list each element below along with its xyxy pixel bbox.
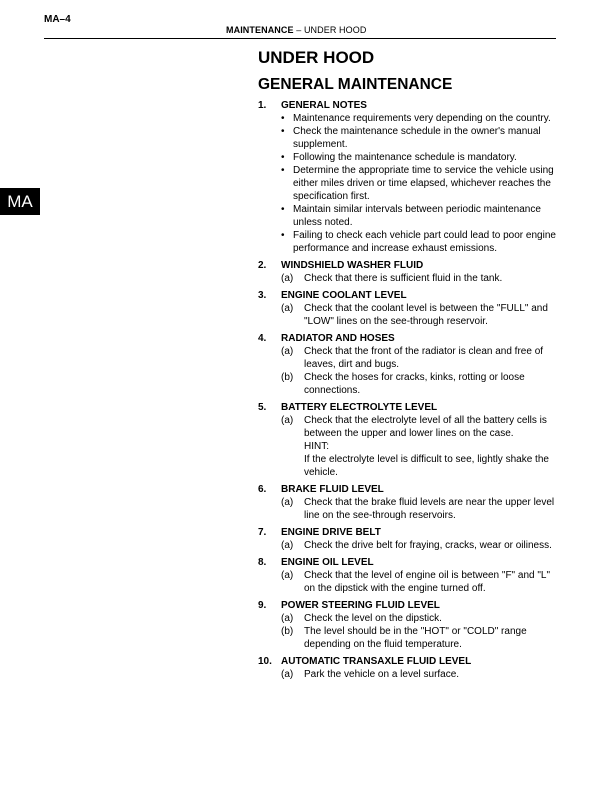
section-10 (258, 655, 558, 681)
step-item (281, 569, 558, 595)
item-text (304, 414, 558, 479)
section-heading (258, 99, 558, 112)
section-5 (258, 401, 558, 479)
header-subsection: UNDER HOOD (303, 25, 367, 35)
item-text (304, 569, 558, 595)
section-heading (258, 526, 558, 539)
item-text (304, 371, 558, 397)
item-text (293, 164, 558, 203)
header-section: MAINTENANCE (226, 25, 294, 35)
item-text (293, 125, 558, 151)
item-line: Check the hoses for cracks, kinks, rotting or loose connections. (304, 372, 525, 396)
item-line: Maintenance requirements very depending on the country. (293, 113, 551, 124)
section-number: 7. (258, 527, 267, 538)
section-number: 3. (258, 290, 267, 301)
bullet-marker: • (281, 204, 285, 215)
item-line: Check the level on the dipstick. (304, 613, 442, 624)
section-number: 10. (258, 656, 272, 667)
step-marker: (a) (281, 669, 294, 680)
item-text (304, 668, 459, 681)
step-marker: (a) (281, 415, 294, 426)
section-items (281, 112, 558, 255)
step-marker: (a) (281, 613, 294, 624)
bullet-marker: • (281, 165, 285, 176)
section-9 (258, 599, 558, 651)
section-heading (258, 289, 558, 302)
section-title: GENERAL NOTES (281, 100, 367, 111)
item-line: Check the drive belt for fraying, cracks, wear or oiliness. (304, 540, 552, 551)
bullet-marker: • (281, 113, 285, 124)
step-item (281, 539, 558, 552)
section-2 (258, 259, 558, 285)
section-heading (258, 599, 558, 612)
section-tab: MA (0, 188, 40, 215)
item-text (293, 203, 558, 229)
step-item (281, 302, 558, 328)
item-line: Check that the level of engine oil is between "F" and "L" on the dipstick with the engine turned off. (304, 570, 551, 594)
section-heading (258, 556, 558, 569)
item-text (304, 539, 552, 552)
main-content (258, 44, 558, 685)
section-heading (258, 483, 558, 496)
item-line: Park the vehicle on a level surface. (304, 669, 460, 680)
item-line: Determine the appropriate time to service the vehicle using either miles driven or time elapsed, whichever reaches the specification first. (293, 165, 554, 202)
section-items (281, 668, 558, 681)
step-marker: (a) (281, 497, 294, 508)
section-heading (258, 332, 558, 345)
section-heading (258, 655, 558, 668)
section-items (281, 414, 558, 479)
item-text (304, 612, 442, 625)
item-line: Check that the brake fluid levels are near the upper level line on the see-through reservoirs. (304, 497, 555, 521)
section-number: 1. (258, 100, 267, 111)
item-line: The level should be in the "HOT" or "COLD" range depending on the fluid temperature. (304, 626, 527, 650)
step-item (281, 612, 558, 625)
section-3 (258, 289, 558, 328)
step-marker: (a) (281, 303, 294, 314)
item-line: Check that the front of the radiator is clean and free of leaves, dirt and bugs. (304, 346, 544, 370)
section-number: 4. (258, 333, 267, 344)
page-subtitle: GENERAL MAINTENANCE (258, 76, 453, 93)
item-line: Following the maintenance schedule is mandatory. (293, 152, 517, 163)
bullet-item (281, 112, 558, 125)
section-7 (258, 526, 558, 552)
step-item (281, 625, 558, 651)
item-line: HINT: (304, 441, 329, 452)
header-rule (44, 38, 556, 39)
section-4 (258, 332, 558, 397)
item-line: Check the maintenance schedule in the owner's manual supplement. (293, 126, 541, 150)
page-title: UNDER HOOD (258, 48, 375, 67)
item-text (304, 345, 558, 371)
section-heading (258, 259, 558, 272)
bullet-marker: • (281, 230, 285, 241)
section-items (281, 612, 558, 651)
section-items (281, 302, 558, 328)
item-line: If the electrolyte level is difficult to see, lightly shake the vehicle. (304, 454, 549, 478)
step-item (281, 345, 558, 371)
section-number: 6. (258, 484, 267, 495)
item-line: Check that there is sufficient fluid in the tank. (304, 273, 503, 284)
section-title: ENGINE COOLANT LEVEL (281, 290, 407, 301)
section-items (281, 345, 558, 397)
section-number: 8. (258, 557, 267, 568)
section-items (281, 272, 558, 285)
section-items (281, 539, 558, 552)
section-title: ENGINE DRIVE BELT (281, 527, 381, 538)
running-header (226, 25, 366, 35)
step-marker: (a) (281, 346, 294, 357)
item-line: Failing to check each vehicle part could lead to poor engine performance and increase exhaust emissions. (293, 230, 556, 254)
bullet-item (281, 125, 558, 151)
step-item (281, 371, 558, 397)
item-text (293, 151, 517, 164)
item-line: Check that the coolant level is between the "FULL" and "LOW" lines on the see-through reservoir. (304, 303, 548, 327)
item-text (293, 229, 558, 255)
section-number: 2. (258, 260, 267, 271)
section-title: BRAKE FLUID LEVEL (281, 484, 384, 495)
bullet-item (281, 229, 558, 255)
section-title: AUTOMATIC TRANSAXLE FLUID LEVEL (281, 656, 472, 667)
section-items (281, 569, 558, 595)
step-item (281, 414, 558, 479)
bullet-marker: • (281, 152, 285, 163)
section-8 (258, 556, 558, 595)
step-marker: (b) (281, 372, 294, 383)
page-number: MA–4 (44, 14, 71, 25)
section-list (258, 99, 558, 681)
step-marker: (a) (281, 570, 294, 581)
item-text (304, 496, 558, 522)
item-line: Maintain similar intervals between periodic maintenance unless noted. (293, 204, 541, 228)
bullet-marker: • (281, 126, 285, 137)
step-item (281, 668, 558, 681)
header-separator: – (296, 25, 302, 35)
step-marker: (b) (281, 626, 294, 637)
bullet-item (281, 164, 558, 203)
section-title: ENGINE OIL LEVEL (281, 557, 374, 568)
section-title: RADIATOR AND HOSES (281, 333, 395, 344)
item-line: Check that the electrolyte level of all the battery cells is between the upper and lower lines on the case. (304, 415, 547, 439)
step-item (281, 272, 558, 285)
section-title: BATTERY ELECTROLYTE LEVEL (281, 402, 438, 413)
step-item (281, 496, 558, 522)
section-1 (258, 99, 558, 255)
section-title: WINDSHIELD WASHER FLUID (281, 260, 424, 271)
section-number: 9. (258, 600, 267, 611)
step-marker: (a) (281, 540, 294, 551)
section-title: POWER STEERING FLUID LEVEL (281, 600, 440, 611)
item-text (293, 112, 551, 125)
bullet-item (281, 151, 558, 164)
section-6 (258, 483, 558, 522)
item-text (304, 302, 558, 328)
section-heading (258, 401, 558, 414)
item-text (304, 625, 558, 651)
item-text (304, 272, 502, 285)
step-marker: (a) (281, 273, 294, 284)
section-items (281, 496, 558, 522)
section-number: 5. (258, 402, 267, 413)
bullet-item (281, 203, 558, 229)
